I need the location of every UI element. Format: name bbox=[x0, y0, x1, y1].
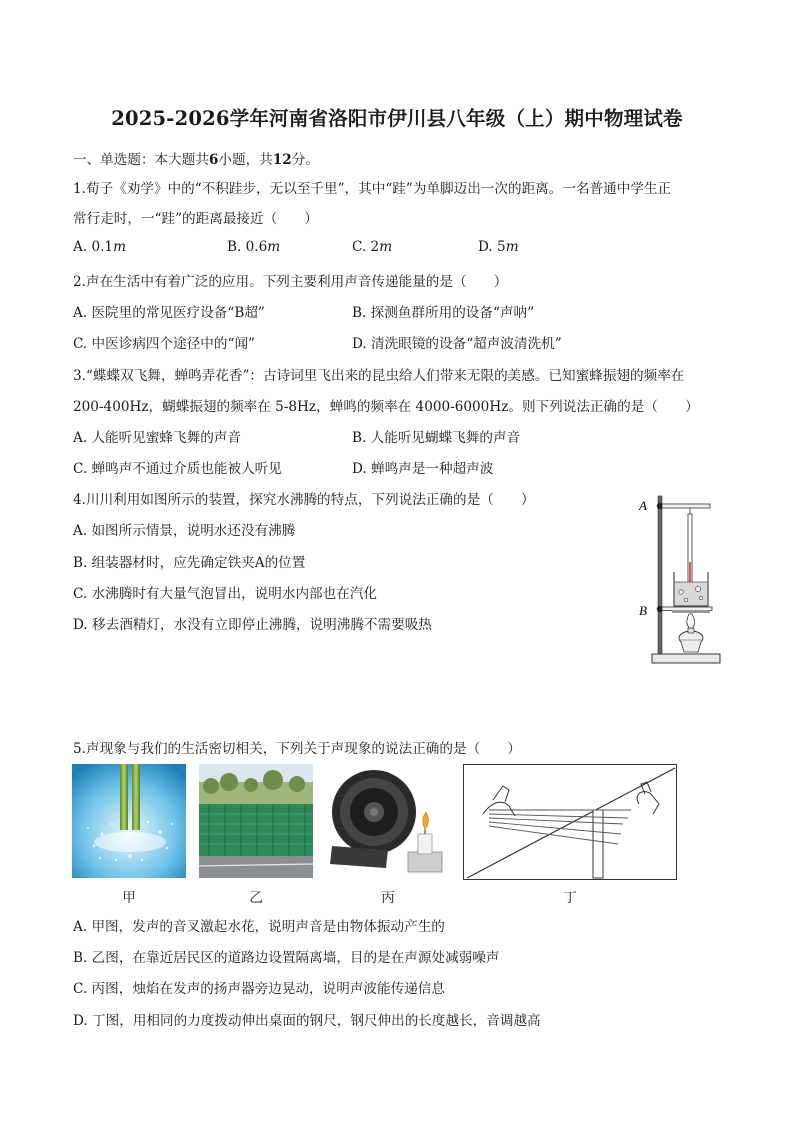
boiling-apparatus-figure bbox=[636, 492, 726, 670]
figure-label-b: B bbox=[639, 603, 647, 618]
q4-option-b: B. 组装器材时，应先确定铁夹A的位置 bbox=[73, 555, 306, 571]
q5-stem: 5.声现象与我们的生活密切相关，下列关于声现象的说法正确的是（ ） bbox=[73, 741, 521, 757]
q2-option-a: A. 医院里的常见医疗设备“B超” bbox=[73, 305, 265, 321]
caption-bing: 丙 bbox=[381, 890, 395, 906]
q2-option-b: B. 探测鱼群所用的设备“声呐” bbox=[352, 305, 535, 321]
q2-stem: 2.声在生活中有着广泛的应用。下列主要利用声音传递能量的是（ ） bbox=[73, 274, 508, 290]
q1-option-d: D. 5m bbox=[478, 239, 519, 255]
q2-option-c: C. 中医诊病四个途径中的“闻” bbox=[73, 336, 255, 352]
q3-stem-line2: 200-400Hz，蝴蝶振翅的频率在 5-8Hz，蝉鸣的频率在 4000-6000Hz。则下列说法正确的是（ ） bbox=[73, 399, 699, 415]
q4-option-c: C. 水沸腾时有大量气泡冒出，说明水内部也在汽化 bbox=[73, 586, 378, 602]
caption-ding: 丁 bbox=[563, 890, 577, 906]
q3-stem-line1: 3.“蝶蝶双飞舞，蝉鸣弄花香”：古诗词里飞出来的昆虫给人们带来无限的美感。已知蜜蜂振翅的频率在 bbox=[73, 368, 685, 384]
q5-option-a: A. 甲图，发声的音叉激起水花，说明声音是由物体振动产生的 bbox=[73, 919, 445, 935]
q1-option-c: C. 2m bbox=[352, 239, 393, 255]
q3-option-c: C. 蝉鸣声不通过介质也能被人听见 bbox=[73, 461, 282, 477]
q3-option-a: A. 人能听见蜜蜂飞舞的声音 bbox=[73, 430, 241, 446]
q1-option-b: B. 0.6m bbox=[227, 239, 281, 255]
q5-option-b: B. 乙图，在靠近居民区的道路边设置隔离墙，目的是在声源处减弱噪声 bbox=[73, 950, 500, 966]
q1-stem-line1: 1.荀子《劝学》中的“不积跬步，无以至千里”，其中“跬”为单脚迈出一次的距离。一名普通中学生正 bbox=[73, 181, 672, 197]
q5-option-c: C. 丙图，烛焰在发声的扬声器旁边晃动，说明声波能传递信息 bbox=[73, 981, 445, 997]
q3-option-d: D. 蝉鸣声是一种超声波 bbox=[352, 461, 494, 477]
figure-label-a: A bbox=[639, 498, 647, 513]
q4-stem: 4.川川利用如图所示的装置，探究水沸腾的特点，下列说法正确的是（ ） bbox=[73, 492, 535, 508]
q1-option-a: A. 0.1m bbox=[73, 239, 126, 255]
ruler-desk-image bbox=[463, 764, 677, 880]
q4-option-a: A. 如图所示情景，说明水还没有沸腾 bbox=[73, 523, 296, 539]
q3-option-b: B. 人能听见蝴蝶飞舞的声音 bbox=[352, 430, 521, 446]
speaker-candle-image bbox=[326, 764, 450, 878]
caption-yi: 乙 bbox=[249, 890, 263, 906]
q2-option-d: D. 清洗眼镜的设备“超声波清洗机” bbox=[352, 336, 562, 352]
page-title: 2025-2026学年河南省洛阳市伊川县八年级（上）期中物理试卷 bbox=[111, 107, 683, 130]
q4-option-d: D. 移去酒精灯，水没有立即停止沸腾，说明沸腾不需要吸热 bbox=[73, 617, 432, 633]
caption-jia: 甲 bbox=[122, 890, 136, 906]
q1-stem-line2: 常行走时，一“跬”的距离最接近（ ） bbox=[73, 211, 318, 227]
q5-option-d: D. 丁图，用相同的力度拨动伸出桌面的钢尺，钢尺伸出的长度越长，音调越高 bbox=[73, 1013, 541, 1029]
section-heading: 一、单选题：本大题共6小题，共12分。 bbox=[73, 152, 319, 168]
tuning-fork-water-image bbox=[72, 764, 186, 878]
noise-barrier-image bbox=[199, 764, 313, 878]
